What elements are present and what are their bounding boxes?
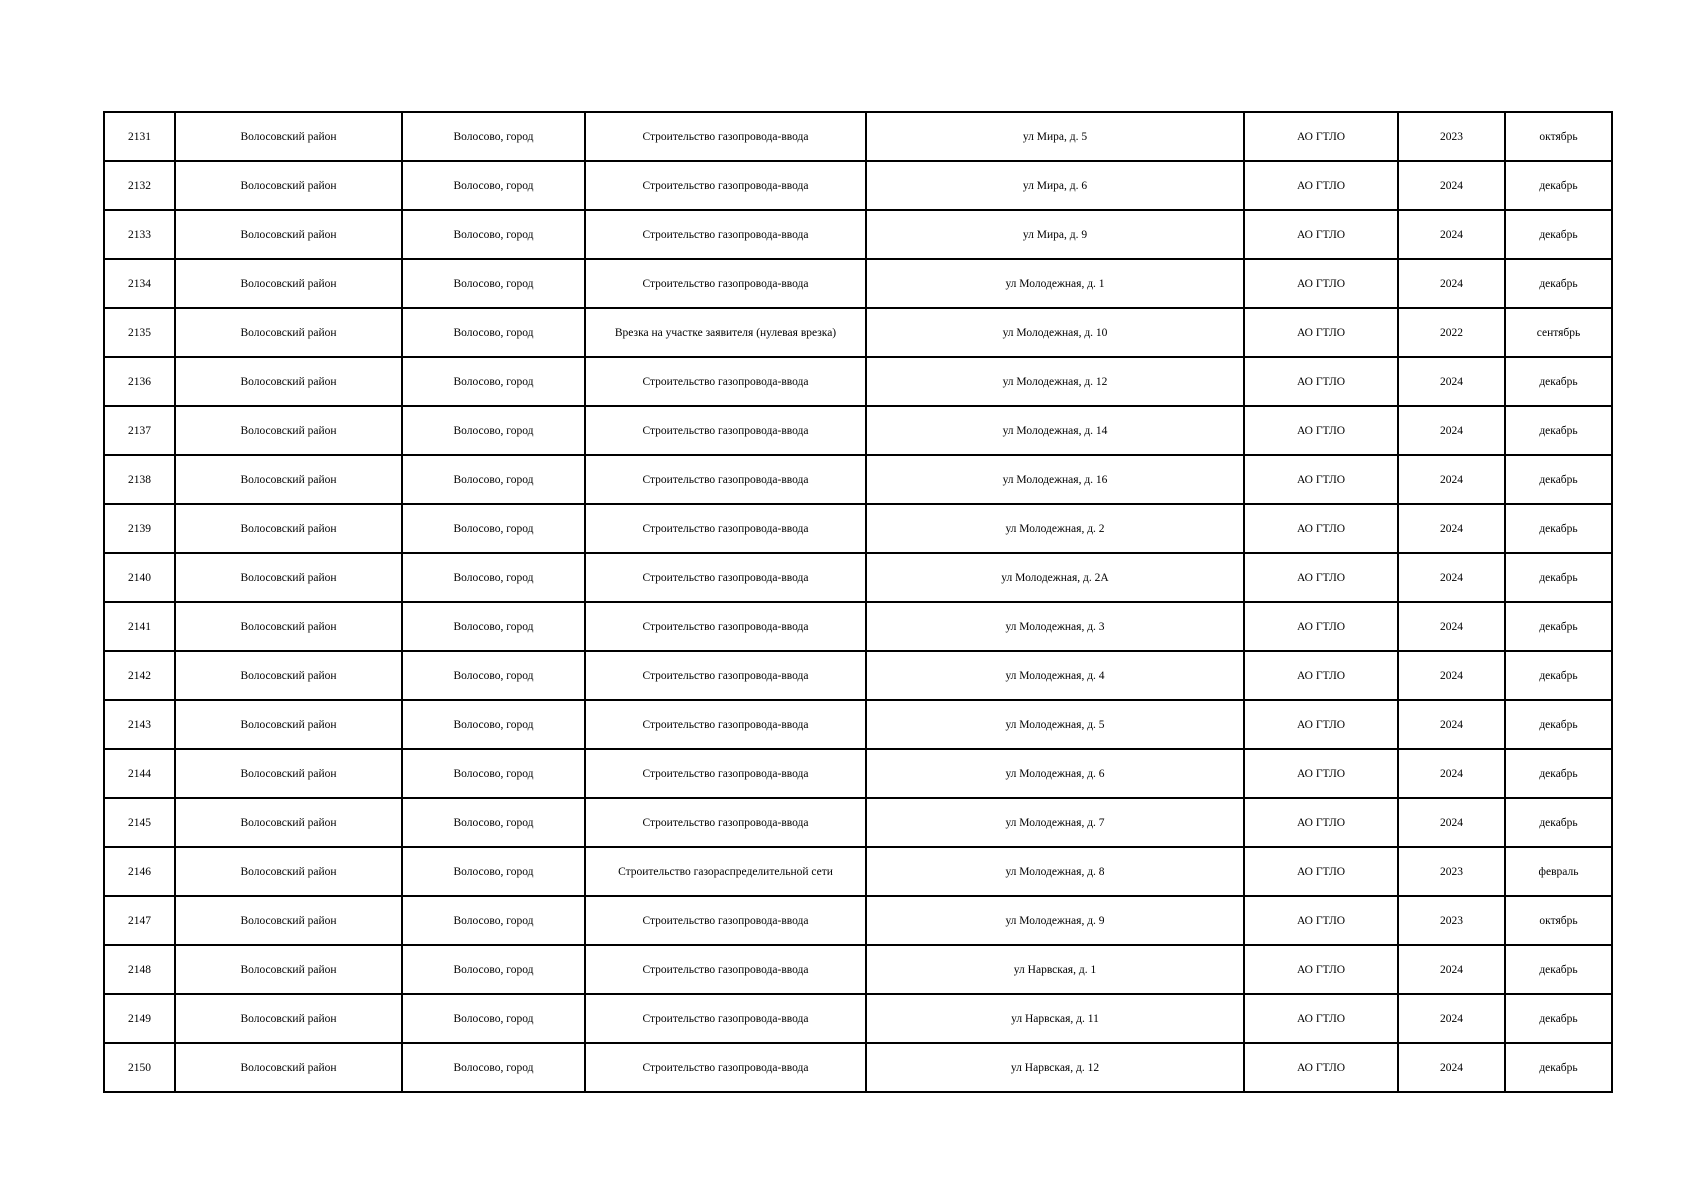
- address-cell: ул Молодежная, д. 8: [866, 847, 1244, 896]
- month-cell: декабрь: [1505, 651, 1612, 700]
- month-cell: декабрь: [1505, 749, 1612, 798]
- work-type-cell: Врезка на участке заявителя (нулевая врезка): [585, 308, 866, 357]
- work-type-cell: Строительство газопровода-ввода: [585, 406, 866, 455]
- table-row: [104, 945, 1612, 994]
- row-number-cell: 2137: [104, 406, 175, 455]
- locality-cell: Волосово, город: [402, 455, 585, 504]
- locality-cell: Волосово, город: [402, 112, 585, 161]
- row-number-cell: 2134: [104, 259, 175, 308]
- organization-cell: АО ГТЛО: [1244, 602, 1398, 651]
- table-row: [104, 1043, 1612, 1092]
- work-type-cell: Строительство газопровода-ввода: [585, 994, 866, 1043]
- address-cell: ул Мира, д. 6: [866, 161, 1244, 210]
- row-number-cell: 2139: [104, 504, 175, 553]
- district-cell: Волосовский район: [175, 210, 402, 259]
- table-row: [104, 112, 1612, 161]
- work-type-cell: Строительство газопровода-ввода: [585, 161, 866, 210]
- address-cell: ул Молодежная, д. 7: [866, 798, 1244, 847]
- month-cell: декабрь: [1505, 210, 1612, 259]
- table-row: [104, 602, 1612, 651]
- address-cell: ул Нарвская, д. 12: [866, 1043, 1244, 1092]
- row-number-cell: 2135: [104, 308, 175, 357]
- address-cell: ул Молодежная, д. 14: [866, 406, 1244, 455]
- district-cell: Волосовский район: [175, 798, 402, 847]
- locality-cell: Волосово, город: [402, 945, 585, 994]
- locality-cell: Волосово, город: [402, 1043, 585, 1092]
- year-cell: 2024: [1398, 798, 1505, 847]
- row-number-cell: 2145: [104, 798, 175, 847]
- locality-cell: Волосово, город: [402, 161, 585, 210]
- address-cell: ул Молодежная, д. 6: [866, 749, 1244, 798]
- work-type-cell: Строительство газопровода-ввода: [585, 553, 866, 602]
- year-cell: 2024: [1398, 406, 1505, 455]
- month-cell: октябрь: [1505, 896, 1612, 945]
- district-cell: Волосовский район: [175, 504, 402, 553]
- row-number-cell: 2150: [104, 1043, 175, 1092]
- address-cell: ул Мира, д. 9: [866, 210, 1244, 259]
- address-cell: ул Молодежная, д. 12: [866, 357, 1244, 406]
- table-row: [104, 406, 1612, 455]
- address-cell: ул Молодежная, д. 2: [866, 504, 1244, 553]
- year-cell: 2024: [1398, 945, 1505, 994]
- month-cell: декабрь: [1505, 357, 1612, 406]
- locality-cell: Волосово, город: [402, 994, 585, 1043]
- year-cell: 2023: [1398, 896, 1505, 945]
- year-cell: 2024: [1398, 651, 1505, 700]
- year-cell: 2024: [1398, 553, 1505, 602]
- table-row: [104, 798, 1612, 847]
- month-cell: декабрь: [1505, 1043, 1612, 1092]
- organization-cell: АО ГТЛО: [1244, 357, 1398, 406]
- table-row: [104, 210, 1612, 259]
- address-cell: ул Молодежная, д. 16: [866, 455, 1244, 504]
- locality-cell: Волосово, город: [402, 553, 585, 602]
- year-cell: 2023: [1398, 847, 1505, 896]
- district-cell: Волосовский район: [175, 602, 402, 651]
- address-cell: ул Нарвская, д. 1: [866, 945, 1244, 994]
- address-cell: ул Молодежная, д. 10: [866, 308, 1244, 357]
- district-cell: Волосовский район: [175, 161, 402, 210]
- work-type-cell: Строительство газопровода-ввода: [585, 945, 866, 994]
- gasification-table: [103, 111, 1613, 1093]
- month-cell: декабрь: [1505, 553, 1612, 602]
- year-cell: 2024: [1398, 994, 1505, 1043]
- row-number-cell: 2133: [104, 210, 175, 259]
- locality-cell: Волосово, город: [402, 210, 585, 259]
- organization-cell: АО ГТЛО: [1244, 945, 1398, 994]
- organization-cell: АО ГТЛО: [1244, 112, 1398, 161]
- locality-cell: Волосово, город: [402, 651, 585, 700]
- address-cell: ул Молодежная, д. 9: [866, 896, 1244, 945]
- organization-cell: АО ГТЛО: [1244, 504, 1398, 553]
- table-row: [104, 504, 1612, 553]
- work-type-cell: Строительство газопровода-ввода: [585, 112, 866, 161]
- work-type-cell: Строительство газопровода-ввода: [585, 259, 866, 308]
- table-row: [104, 847, 1612, 896]
- locality-cell: Волосово, город: [402, 406, 585, 455]
- district-cell: Волосовский район: [175, 406, 402, 455]
- row-number-cell: 2141: [104, 602, 175, 651]
- row-number-cell: 2144: [104, 749, 175, 798]
- month-cell: декабрь: [1505, 945, 1612, 994]
- month-cell: декабрь: [1505, 798, 1612, 847]
- year-cell: 2024: [1398, 504, 1505, 553]
- organization-cell: АО ГТЛО: [1244, 798, 1398, 847]
- district-cell: Волосовский район: [175, 700, 402, 749]
- district-cell: Волосовский район: [175, 308, 402, 357]
- organization-cell: АО ГТЛО: [1244, 259, 1398, 308]
- table-row: [104, 259, 1612, 308]
- row-number-cell: 2147: [104, 896, 175, 945]
- organization-cell: АО ГТЛО: [1244, 455, 1398, 504]
- month-cell: декабрь: [1505, 259, 1612, 308]
- organization-cell: АО ГТЛО: [1244, 847, 1398, 896]
- work-type-cell: Строительство газораспределительной сети: [585, 847, 866, 896]
- table-row: [104, 896, 1612, 945]
- address-cell: ул Молодежная, д. 3: [866, 602, 1244, 651]
- locality-cell: Волосово, город: [402, 504, 585, 553]
- locality-cell: Волосово, город: [402, 798, 585, 847]
- table-body: [104, 112, 1612, 1092]
- month-cell: декабрь: [1505, 994, 1612, 1043]
- month-cell: октябрь: [1505, 112, 1612, 161]
- locality-cell: Волосово, город: [402, 847, 585, 896]
- work-type-cell: Строительство газопровода-ввода: [585, 749, 866, 798]
- organization-cell: АО ГТЛО: [1244, 994, 1398, 1043]
- district-cell: Волосовский район: [175, 651, 402, 700]
- district-cell: Волосовский район: [175, 553, 402, 602]
- address-cell: ул Мира, д. 5: [866, 112, 1244, 161]
- locality-cell: Волосово, город: [402, 749, 585, 798]
- month-cell: декабрь: [1505, 602, 1612, 651]
- work-type-cell: Строительство газопровода-ввода: [585, 798, 866, 847]
- district-cell: Волосовский район: [175, 896, 402, 945]
- year-cell: 2024: [1398, 259, 1505, 308]
- work-type-cell: Строительство газопровода-ввода: [585, 357, 866, 406]
- table-row: [104, 308, 1612, 357]
- month-cell: февраль: [1505, 847, 1612, 896]
- organization-cell: АО ГТЛО: [1244, 161, 1398, 210]
- row-number-cell: 2143: [104, 700, 175, 749]
- work-type-cell: Строительство газопровода-ввода: [585, 700, 866, 749]
- district-cell: Волосовский район: [175, 847, 402, 896]
- work-type-cell: Строительство газопровода-ввода: [585, 455, 866, 504]
- organization-cell: АО ГТЛО: [1244, 651, 1398, 700]
- table-row: [104, 700, 1612, 749]
- work-type-cell: Строительство газопровода-ввода: [585, 504, 866, 553]
- organization-cell: АО ГТЛО: [1244, 406, 1398, 455]
- year-cell: 2024: [1398, 602, 1505, 651]
- year-cell: 2024: [1398, 210, 1505, 259]
- row-number-cell: 2146: [104, 847, 175, 896]
- row-number-cell: 2136: [104, 357, 175, 406]
- organization-cell: АО ГТЛО: [1244, 1043, 1398, 1092]
- row-number-cell: 2142: [104, 651, 175, 700]
- district-cell: Волосовский район: [175, 945, 402, 994]
- year-cell: 2023: [1398, 112, 1505, 161]
- address-cell: ул Молодежная, д. 1: [866, 259, 1244, 308]
- district-cell: Волосовский район: [175, 259, 402, 308]
- organization-cell: АО ГТЛО: [1244, 308, 1398, 357]
- year-cell: 2024: [1398, 455, 1505, 504]
- table-row: [104, 749, 1612, 798]
- district-cell: Волосовский район: [175, 749, 402, 798]
- month-cell: декабрь: [1505, 161, 1612, 210]
- month-cell: сентябрь: [1505, 308, 1612, 357]
- work-type-cell: Строительство газопровода-ввода: [585, 1043, 866, 1092]
- address-cell: ул Молодежная, д. 5: [866, 700, 1244, 749]
- row-number-cell: 2140: [104, 553, 175, 602]
- locality-cell: Волосово, город: [402, 259, 585, 308]
- table-row: [104, 553, 1612, 602]
- locality-cell: Волосово, город: [402, 896, 585, 945]
- month-cell: декабрь: [1505, 406, 1612, 455]
- district-cell: Волосовский район: [175, 112, 402, 161]
- table-row: [104, 161, 1612, 210]
- table-row: [104, 357, 1612, 406]
- district-cell: Волосовский район: [175, 455, 402, 504]
- organization-cell: АО ГТЛО: [1244, 553, 1398, 602]
- year-cell: 2024: [1398, 1043, 1505, 1092]
- locality-cell: Волосово, город: [402, 357, 585, 406]
- month-cell: декабрь: [1505, 455, 1612, 504]
- work-type-cell: Строительство газопровода-ввода: [585, 896, 866, 945]
- month-cell: декабрь: [1505, 504, 1612, 553]
- year-cell: 2024: [1398, 357, 1505, 406]
- organization-cell: АО ГТЛО: [1244, 896, 1398, 945]
- row-number-cell: 2131: [104, 112, 175, 161]
- address-cell: ул Молодежная, д. 4: [866, 651, 1244, 700]
- row-number-cell: 2132: [104, 161, 175, 210]
- address-cell: ул Нарвская, д. 11: [866, 994, 1244, 1043]
- month-cell: декабрь: [1505, 700, 1612, 749]
- district-cell: Волосовский район: [175, 994, 402, 1043]
- organization-cell: АО ГТЛО: [1244, 700, 1398, 749]
- year-cell: 2024: [1398, 700, 1505, 749]
- work-type-cell: Строительство газопровода-ввода: [585, 651, 866, 700]
- table-row: [104, 651, 1612, 700]
- locality-cell: Волосово, город: [402, 700, 585, 749]
- year-cell: 2024: [1398, 749, 1505, 798]
- locality-cell: Волосово, город: [402, 602, 585, 651]
- year-cell: 2024: [1398, 161, 1505, 210]
- work-type-cell: Строительство газопровода-ввода: [585, 602, 866, 651]
- row-number-cell: 2148: [104, 945, 175, 994]
- row-number-cell: 2138: [104, 455, 175, 504]
- district-cell: Волосовский район: [175, 357, 402, 406]
- row-number-cell: 2149: [104, 994, 175, 1043]
- locality-cell: Волосово, город: [402, 308, 585, 357]
- work-type-cell: Строительство газопровода-ввода: [585, 210, 866, 259]
- organization-cell: АО ГТЛО: [1244, 210, 1398, 259]
- organization-cell: АО ГТЛО: [1244, 749, 1398, 798]
- table-row: [104, 994, 1612, 1043]
- address-cell: ул Молодежная, д. 2А: [866, 553, 1244, 602]
- table-row: [104, 455, 1612, 504]
- district-cell: Волосовский район: [175, 1043, 402, 1092]
- year-cell: 2022: [1398, 308, 1505, 357]
